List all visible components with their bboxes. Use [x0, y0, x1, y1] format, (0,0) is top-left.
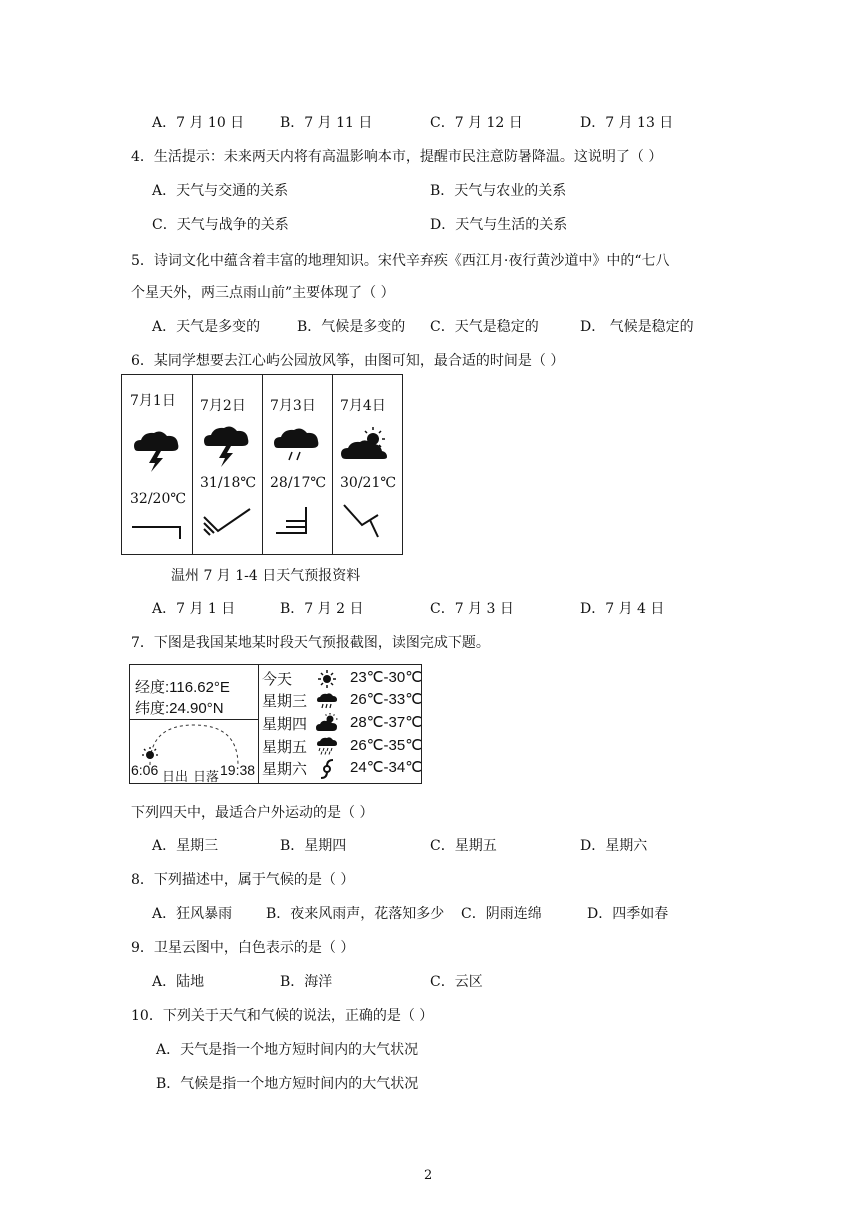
forecast-day: 星期三	[262, 693, 308, 710]
q9-option-a: A．陆地	[152, 974, 205, 990]
q9-option-b: B．海洋	[280, 974, 333, 990]
q4-option-b: B．天气与农业的关系	[430, 183, 567, 199]
forecast-day: 今天	[262, 671, 293, 688]
q8-stem: 8．下列描述中，属于气候的是（ ）	[131, 872, 355, 888]
forecast-temp: 26℃-35℃	[350, 737, 423, 754]
q8-option-c: C．阴雨连绵	[461, 906, 542, 922]
q10-stem: 10．下列关于天气和气候的说法，正确的是（ ）	[131, 1008, 434, 1024]
q4-option-a: A．天气与交通的关系	[152, 183, 289, 199]
q5-stem-line2: 个星天外，两三点雨山前”主要体现了（ ）	[131, 285, 395, 301]
q7-sub-stem: 下列四天中，最适合户外运动的是（ ）	[131, 805, 374, 821]
q6-option-b: B．7 月 2 日	[280, 601, 364, 617]
q7-option-d: D．星期六	[580, 838, 648, 854]
day2-temp: 31/18℃	[200, 475, 257, 491]
q9-option-c: C．云区	[430, 974, 483, 990]
q6-option-d: D．7 月 4 日	[580, 601, 665, 617]
heavy-rain-icon	[316, 737, 338, 755]
q4-stem: 4．生活提示：未来两天内将有高温影响本市，提醒市民注意防暑降温。这说明了（ ）	[131, 149, 663, 165]
day4-date: 7月4日	[340, 398, 386, 414]
day1-date: 7月1日	[130, 393, 176, 409]
q9-stem: 9．卫星云图中，白色表示的是（ ）	[131, 940, 355, 956]
partly-cloudy-icon	[340, 427, 392, 465]
partly-cloudy-icon	[316, 713, 338, 733]
q6-option-a: A．7 月 1 日	[152, 601, 236, 617]
day2-date: 7月2日	[200, 398, 246, 414]
q3-option-b: B．7 月 11 日	[280, 115, 373, 131]
forecast-day: 星期四	[262, 716, 308, 733]
q3-option-c: C．7 月 12 日	[430, 115, 523, 131]
q8-option-b: B．夜来风雨声，花落知多少	[266, 906, 445, 922]
q6-stem: 6．某同学想要去江心屿公园放风筝，由图可知，最合适的时间是（ ）	[131, 353, 565, 369]
q6-caption: 温州 7 月 1-4 日天气预报资料	[171, 568, 361, 584]
q4-option-d: D．天气与生活的关系	[430, 217, 568, 233]
sunrise-label: 日出	[162, 769, 189, 784]
q5-option-c: C．天气是稳定的	[430, 319, 539, 335]
typhoon-icon	[319, 759, 335, 779]
sun-icon	[318, 670, 336, 688]
longitude: 经度:116.62°E	[135, 679, 230, 696]
day4-temp: 30/21℃	[340, 475, 397, 491]
forecast-temp: 28℃-37℃	[350, 714, 423, 731]
day3-date: 7月3日	[270, 398, 316, 414]
q5-option-b: B．气候是多变的	[297, 319, 406, 335]
q5-option-a: A．天气是多变的	[152, 319, 261, 335]
rain-icon	[316, 692, 338, 710]
q10-option-b: B．气候是指一个地方短时间内的大气状况	[156, 1076, 419, 1092]
weather-forecast-table	[121, 374, 403, 555]
forecast-temp: 24℃-34℃	[350, 759, 423, 776]
forecast-day: 星期五	[262, 739, 308, 756]
q7-option-b: B．星期四	[280, 838, 347, 854]
wind-symbol-3	[272, 503, 316, 539]
sunset-label: 日落	[193, 769, 220, 784]
day1-temp: 32/20℃	[130, 491, 187, 507]
page-number: 2	[424, 1168, 433, 1183]
forecast-temp: 23℃-30℃	[350, 669, 423, 686]
q4-option-c: C．天气与战争的关系	[152, 217, 289, 233]
wind-symbol-2	[200, 503, 256, 537]
q8-option-d: D．四季如春	[587, 906, 669, 922]
q3-option-a: A．7 月 10 日	[152, 115, 245, 131]
sunset-time: 19:38	[220, 762, 256, 778]
weather-forecast-screenshot	[129, 664, 422, 784]
sunrise-time: 6:06	[131, 762, 159, 778]
q7-stem: 7．下图是我国某地某时段天气预报截图，读图完成下题。	[131, 635, 490, 651]
q10-option-a: A．天气是指一个地方短时间内的大气状况	[156, 1042, 419, 1058]
thunderstorm-icon	[202, 422, 252, 468]
q8-option-a: A．狂风暴雨	[152, 906, 233, 922]
q6-option-c: C．7 月 3 日	[430, 601, 514, 617]
forecast-temp: 26℃-33℃	[350, 691, 423, 708]
rain-icon	[272, 424, 324, 464]
day3-temp: 28/17℃	[270, 475, 327, 491]
q7-option-a: A．星期三	[152, 838, 219, 854]
q3-option-d: D．7 月 13 日	[580, 115, 674, 131]
wind-symbol-1	[130, 521, 184, 545]
latitude: 纬度:24.90°N	[135, 700, 224, 717]
wind-symbol-4	[340, 501, 384, 541]
q7-option-c: C．星期五	[430, 838, 497, 854]
q5-option-d: D． 气候是稳定的	[580, 319, 694, 335]
forecast-day: 星期六	[262, 761, 308, 778]
thunderstorm-icon	[132, 427, 182, 473]
q5-stem-line1: 5．诗词文化中蕴含着丰富的地理知识。宋代辛弃疾《西江月·夜行黄沙道中》中的“七八	[131, 253, 670, 269]
